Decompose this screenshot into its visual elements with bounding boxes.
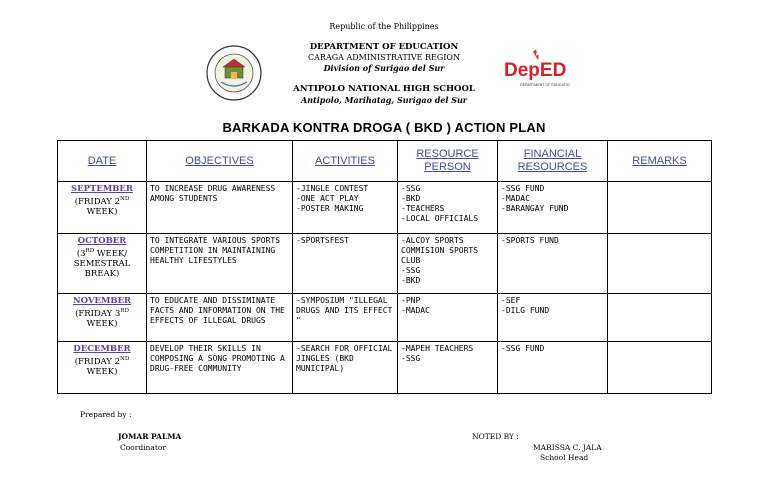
col-header-activities: ACTIVITIES [293,141,398,182]
col-header-date: DATE [58,141,147,182]
preparer-title: Coordinator [120,443,166,452]
table-row [58,182,712,234]
date-cell [58,294,147,342]
deped-logo [500,46,570,90]
date-cell [58,182,147,234]
action-plan-table [57,140,712,394]
financial-cell: -SSG FUND [498,342,608,394]
table-header-row [58,141,712,182]
objectives-cell: DEVELOP THEIR SKILLS IN COMPOSING A SONG PROMOTING A DRUG-FREE COMMUNITY [147,342,293,394]
republic-line: Republic of the Philippines [329,22,439,31]
date-cell [58,234,147,294]
school-address: Antipolo, Marihatag, Surigao del Sur [300,95,468,105]
region-line: CARAGA ADMINISTRATIVE REGION [308,53,460,62]
month-label: DECEMBER [73,344,131,354]
division-line: Division of Surigao del Sur [323,63,445,73]
school-name: ANTIPOLO NATIONAL HIGH SCHOOL [293,84,475,94]
activities-cell: -SEARCH FOR OFFICIAL JINGLES (BKD MUNICIPAL) [293,342,398,394]
department-line: DEPARTMENT OF EDUCATION [309,42,459,52]
col-header-resource-person: RESOURCE PERSON [398,141,498,182]
date-detail: (3RD WEEK/ SEMESTRAL BREAK) [73,248,131,279]
financial-cell: -SPORTS FUND [498,234,608,294]
remarks-cell [608,294,712,342]
remarks-cell [608,234,712,294]
table-row [58,234,712,294]
prepared-by-label: Prepared by : [80,410,132,419]
objectives-cell: TO EDUCATE AND DISSIMINATE FACTS AND INFORMATION ON THE EFFECTS OF ILLEGAL DRUGS [147,294,293,342]
resource-cell: -MAPEH TEACHERS -SSG [398,342,498,394]
objectives-cell: TO INCREASE DRUG AWARENESS AMONG STUDENTS [147,182,293,234]
col-header-financial-resources: FINANCIAL RESOURCES [498,141,608,182]
month-label: OCTOBER [77,236,127,246]
date-detail: (FRIDAY 2ND WEEK) [74,356,130,377]
month-label: SEPTEMBER [71,184,133,194]
remarks-cell [608,342,712,394]
col-header-objectives: OBJECTIVES [147,141,293,182]
page-title: BARKADA KONTRA DROGA ( BKD ) ACTION PLAN [222,120,546,135]
resource-cell: -SSG -BKD -TEACHERS -LOCAL OFFICIALS [398,182,498,234]
col-header-remarks: REMARKS [608,141,712,182]
table-row [58,342,712,394]
deped-logo-text: DepED [504,60,567,81]
objectives-cell: TO INTEGRATE VARIOUS SPORTS COMPETITION IN MAINTAINING HEALTHY LIFESTYLES [147,234,293,294]
remarks-cell [608,182,712,234]
activities-cell: -SYMPOSIUM "ILLEGAL DRUGS AND ITS EFFECT " [293,294,398,342]
table-row [58,294,712,342]
date-detail: (FRIDAY 2ND WEEK) [74,196,130,217]
noted-by-label: NOTED BY : [472,432,519,441]
noter-name: MARISSA C. JALA [533,443,602,452]
preparer-name: JOMAR PALMA [118,432,182,441]
deped-logo-graphic [500,46,570,90]
activities-cell: -SPORTSFEST [293,234,398,294]
deped-logo-sub: DEPARTMENT OF EDUCATION [520,83,570,87]
month-label: NOVEMBER [72,296,132,306]
noter-title: School Head [540,453,589,462]
financial-cell: -SEF -DILG FUND [498,294,608,342]
date-detail: (FRIDAY 3RD WEEK) [75,308,129,329]
activities-cell: -JINGLE CONTEST -ONE ACT PLAY -POSTER MAKING [293,182,398,234]
financial-cell: -SSG FUND -MADAC -BARANGAY FUND [498,182,608,234]
resource-cell: -ALCOY SPORTS COMMISION SPORTS CLUB -SSG -BKD [398,234,498,294]
date-cell [58,342,147,394]
resource-cell: -PNP -MADAC [398,294,498,342]
